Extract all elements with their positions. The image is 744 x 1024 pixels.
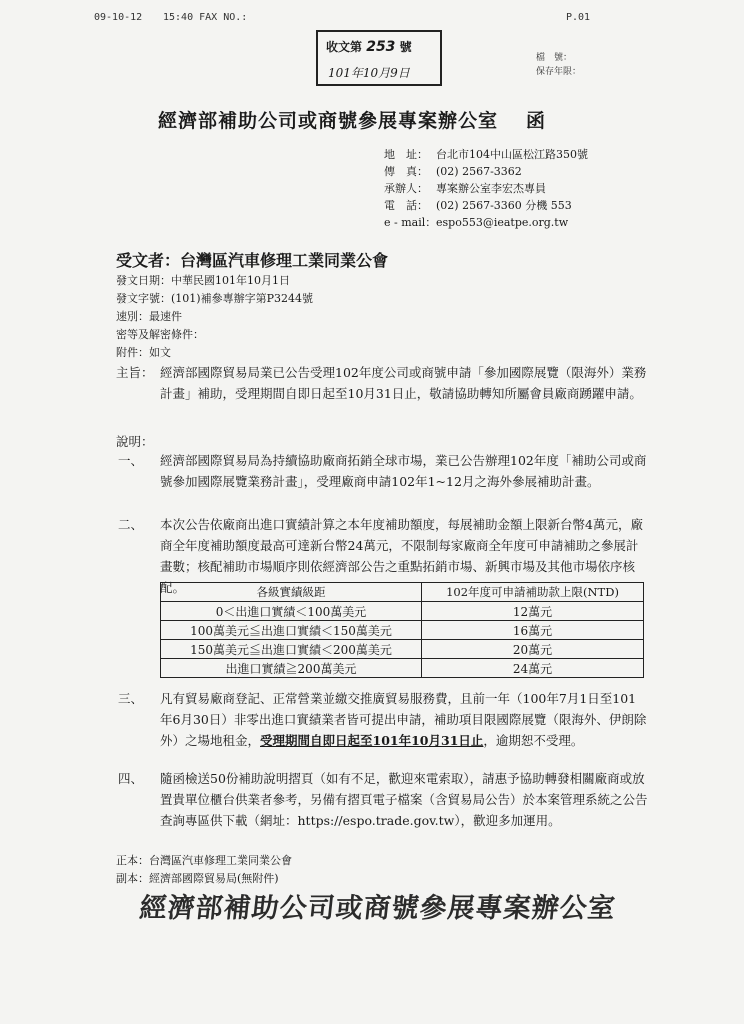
table-cell-amount: 24萬元 <box>422 659 644 678</box>
item-number: 一、 <box>118 453 144 468</box>
contact-label: 電 話： <box>384 199 428 212</box>
contact-value: (02) 2567-3362 <box>436 165 522 178</box>
item-number: 四、 <box>118 771 144 786</box>
item-text: 隨函檢送50份補助說明摺頁（如有不足，歡迎來電索取），請惠予協助轉發相關廠商或放置貴單位櫃台供業者參考，另備有摺頁電子檔案（含貿易局公告）於本案管理系統之公告查詢專區供下載（網址：https://espo.trade.gov.tw），歡迎多加運用。 <box>160 771 648 828</box>
contact-label: 地 址： <box>384 148 428 161</box>
contact-phone <box>384 197 572 213</box>
table-row <box>161 640 644 659</box>
document-type: 函 <box>526 110 547 132</box>
contact-address <box>384 146 588 162</box>
meta-attachment: 附件：如文 <box>116 346 171 359</box>
item-text: 本次公告依廠商出進口實績計算之本年度補助額度，每展補助金額上限新台幣4萬元，廠商全年度補助額度最高可達新台幣24萬元，不限制每家廠商全年度可申請補助之參展計畫數；核配補助市場順序則依經濟部公告之重點拓銷市場、新興市場及其他市場依序核配。 <box>160 517 643 595</box>
table-cell-amount: 12萬元 <box>422 602 644 621</box>
application-deadline: 受理期間自即日起至101年10月31日止 <box>260 733 484 748</box>
contact-label: 承辦人： <box>384 182 428 195</box>
item-text: 經濟部國際貿易局為持續協助廠商拓銷全球市場，業已公告辦理102年度「補助公司或商號參加國際展覽業務計畫」，受理廠商申請102年1~12月之海外參展補助計畫。 <box>160 453 647 489</box>
explanation-item-4 <box>118 768 648 831</box>
item-text <box>160 688 648 751</box>
contact-value: 專案辦公室李宏杰專員 <box>436 182 546 195</box>
item-number: 三、 <box>118 691 144 706</box>
meta-document-number: 發文字號：(101)補參專辦字第P3244號 <box>116 292 313 305</box>
document-title <box>158 106 546 133</box>
stamp-number-line <box>326 38 412 55</box>
explanation-item-1 <box>118 450 648 492</box>
contact-value: 台北市104中山區松江路350號 <box>436 148 588 161</box>
stamp-date: 101年10月9日 <box>328 66 410 80</box>
item-text-after: ，逾期恕不受理。 <box>483 733 584 748</box>
table-cell-range: 150萬美元≦出進口實績＜200萬美元 <box>161 640 422 659</box>
subject-label: 主旨： <box>116 365 154 380</box>
contact-email <box>384 214 568 230</box>
table-cell-amount: 20萬元 <box>422 640 644 659</box>
stamp-label: 收文第 <box>326 40 363 54</box>
meta-issue-date: 發文日期：中華民國101年10月1日 <box>116 274 290 287</box>
contact-value: (02) 2567-3360 分機 553 <box>436 199 572 212</box>
contact-fax <box>384 163 522 179</box>
fax-time: 15:40 FAX NO.: <box>163 12 248 23</box>
archive-file-no: 檔 號： <box>536 53 573 63</box>
fax-page-number: P.01 <box>566 12 591 23</box>
subsidy-rate-table <box>160 582 644 678</box>
table-row <box>161 621 644 640</box>
table-cell-range: 100萬美元≦出進口實績＜150萬美元 <box>161 621 422 640</box>
cc-main: 正本：台灣區汽車修理工業同業公會 <box>116 854 292 867</box>
contact-label: 傳 真： <box>384 165 428 178</box>
table-header: 102年度可申請補助款上限(NTD) <box>422 583 644 602</box>
archive-retention: 保存年限： <box>536 67 582 77</box>
contact-label: e - mail： <box>384 216 437 229</box>
meta-urgency: 速別：最速件 <box>116 310 182 323</box>
table-cell-range: 出進口實績≧200萬美元 <box>161 659 422 678</box>
cc-copy: 副本：經濟部國際貿易局(無附件) <box>116 872 279 885</box>
table-cell-amount: 16萬元 <box>422 621 644 640</box>
meta-confidentiality: 密等及解密條件： <box>116 328 204 341</box>
table-header-row <box>161 583 644 602</box>
subject <box>116 362 656 404</box>
table-cell-range: 0＜出進口實績＜100萬美元 <box>161 602 422 621</box>
organization-seal: 經濟部補助公司或商號參展專案辦公室 <box>138 893 618 924</box>
table-header: 各級實績級距 <box>161 583 422 602</box>
table-row <box>161 659 644 678</box>
stamp-number: 253 <box>366 39 396 55</box>
item-number: 二、 <box>118 517 144 532</box>
explanation-label: 說明： <box>116 434 154 449</box>
contact-value: espo553@ieatpe.org.tw <box>436 216 569 229</box>
table-row <box>161 602 644 621</box>
recipient: 受文者：台灣區汽車修理工業同業公會 <box>116 251 389 270</box>
receipt-stamp <box>316 30 442 86</box>
explanation-item-3 <box>118 688 648 751</box>
issuing-organization: 經濟部補助公司或商號參展專案辦公室 <box>158 110 499 132</box>
item-text-before: 凡有貿易廠商登記、正常營業並繳交推廣貿易服務費，且前一年（100年7月1日至101年6月30日）非零出進口實績業者皆可提出申請，補助項目限國際展覽（限海外、伊朗除外）之場地租金， <box>160 691 647 748</box>
stamp-suffix: 號 <box>399 40 412 54</box>
subject-text: 經濟部國際貿易局業已公告受理102年度公司或商號申請「參加國際展覽（限海外）業務計畫」補助，受理期間自即日起至10月31日止，敬請協助轉知所屬會員廠商踴躍申請。 <box>160 365 647 401</box>
contact-person <box>384 180 546 196</box>
fax-date: 09-10-12 <box>94 12 143 23</box>
